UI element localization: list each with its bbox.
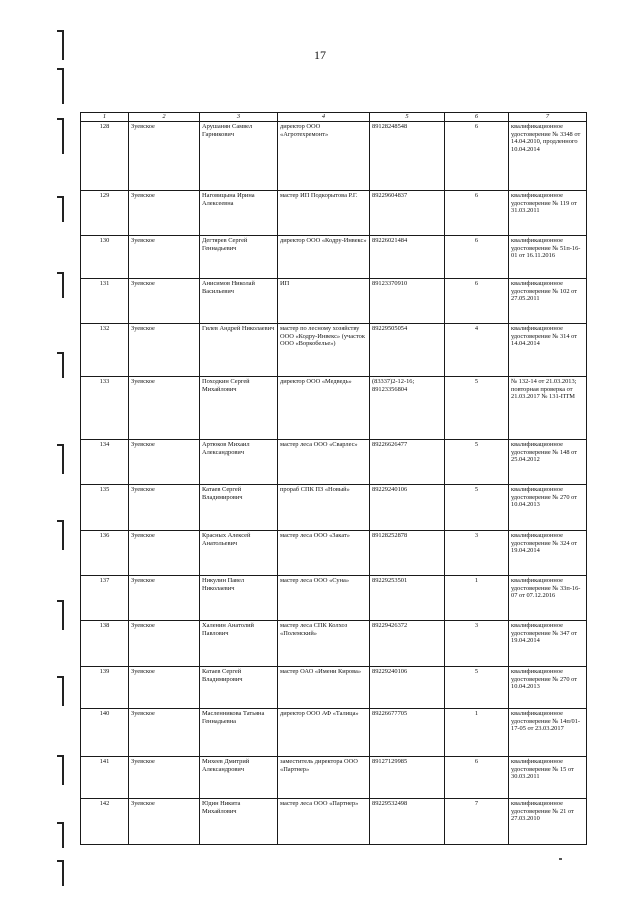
certificate-cell: квалификационное удостоверение № 14п/01-17-05 от 23.03.2017 (509, 708, 587, 756)
district-cell: Зуевское (129, 575, 200, 620)
experience-cell: 5 (445, 666, 509, 708)
page-number: 17 (314, 48, 326, 62)
phone-cell: 89128248548 (370, 121, 445, 190)
certificate-cell: квалификационное удостоверение № 3348 от 14.04.2010, продленного 10.04.2014 (509, 121, 587, 190)
person-name-cell: Походкин Сергей Михайлович (200, 376, 278, 439)
position-cell: директор ООО «Кодру-Инвекс» (278, 235, 370, 278)
person-name-cell: Артюков Михаил Александрович (200, 439, 278, 484)
district-cell: Зуевское (129, 323, 200, 376)
binding-mark (62, 520, 64, 550)
certificate-cell: квалификационное удостоверение № 148 от 25.04.2012 (509, 439, 587, 484)
experience-cell: 5 (445, 484, 509, 530)
experience-cell: 7 (445, 798, 509, 844)
binding-mark (62, 860, 64, 886)
person-name-cell: Гилев Андрей Николаевич (200, 323, 278, 376)
person-name-cell: Никулин Павел Николаевич (200, 575, 278, 620)
position-cell: мастер ИП Подкорытова Р.Г. (278, 190, 370, 235)
phone-cell: 89229532498 (370, 798, 445, 844)
certificate-cell: квалификационное удостоверение № 270 от 10.04.2013 (509, 666, 587, 708)
certificate-cell: № 132-14 от 21.03.2013; повторная проверка от 21.03.2017 № 131-ПТМ (509, 376, 587, 439)
person-name-cell: Наговицына Ирина Алексеевна (200, 190, 278, 235)
phone-cell: 89226626477 (370, 439, 445, 484)
row-number: 139 (81, 666, 129, 708)
binding-mark (62, 755, 64, 785)
position-cell: мастер леса ООО «Сварлес» (278, 439, 370, 484)
person-name-cell: Арушанян Самвел Гарникович (200, 121, 278, 190)
column-header: 2 (129, 113, 200, 122)
binding-mark (62, 444, 64, 474)
phone-cell: 89226021484 (370, 235, 445, 278)
phone-cell: 89229240106 (370, 484, 445, 530)
binding-mark (62, 196, 64, 222)
column-header: 4 (278, 113, 370, 122)
table-row (81, 235, 587, 278)
table-row (81, 708, 587, 756)
binding-mark (62, 822, 64, 848)
position-cell: мастер леса ООО «Суна» (278, 575, 370, 620)
table-row (81, 190, 587, 235)
experience-cell: 3 (445, 620, 509, 666)
experience-cell: 6 (445, 278, 509, 323)
row-number: 131 (81, 278, 129, 323)
person-name-cell: Михеев Дмитрий Александрович (200, 756, 278, 798)
district-cell: Зуевское (129, 235, 200, 278)
district-cell: Зуевское (129, 484, 200, 530)
binding-mark (62, 600, 64, 630)
phone-cell: 89123370910 (370, 278, 445, 323)
column-header: 5 (370, 113, 445, 122)
binding-mark (62, 352, 64, 378)
column-header-row (81, 113, 587, 122)
certificate-cell: квалификационное удостоверение № 270 от 10.04.2013 (509, 484, 587, 530)
certificate-cell: квалификационное удостоверение № 102 от 27.05.2011 (509, 278, 587, 323)
phone-cell: 89229604837 (370, 190, 445, 235)
phone-cell: 89128252878 (370, 530, 445, 575)
column-header: 3 (200, 113, 278, 122)
table-row (81, 575, 587, 620)
district-cell: Зуевское (129, 756, 200, 798)
certificate-cell: квалификационное удостоверение № 21 от 27.03.2010 (509, 798, 587, 844)
row-number: 137 (81, 575, 129, 620)
experience-cell: 6 (445, 756, 509, 798)
district-cell: Зуевское (129, 708, 200, 756)
experience-cell: 5 (445, 439, 509, 484)
district-cell: Зуевское (129, 278, 200, 323)
scan-smudge (559, 858, 562, 860)
position-cell: ИП (278, 278, 370, 323)
row-number: 141 (81, 756, 129, 798)
row-number: 132 (81, 323, 129, 376)
certificate-cell: квалификационное удостоверение № 314 от 14.04.2014 (509, 323, 587, 376)
certificate-cell: квалификационное удостоверение № 51п-16-01 от 16.11.2016 (509, 235, 587, 278)
table-row (81, 376, 587, 439)
person-name-cell: Масленникова Татьяна Геннадьевна (200, 708, 278, 756)
experience-cell: 6 (445, 235, 509, 278)
row-number: 136 (81, 530, 129, 575)
table-row (81, 530, 587, 575)
table-row (81, 484, 587, 530)
district-cell: Зуевское (129, 530, 200, 575)
column-header: 6 (445, 113, 509, 122)
district-cell: Зуевское (129, 190, 200, 235)
row-number: 129 (81, 190, 129, 235)
person-name-cell: Юдин Никита Михайлович (200, 798, 278, 844)
column-header: 7 (509, 113, 587, 122)
row-number: 128 (81, 121, 129, 190)
phone-cell: 89127129985 (370, 756, 445, 798)
experience-cell: 1 (445, 708, 509, 756)
row-number: 130 (81, 235, 129, 278)
position-cell: директор ООО АФ «Талица» (278, 708, 370, 756)
certificate-cell: квалификационное удостоверение № 33п-16-07 от 07.12.2016 (509, 575, 587, 620)
person-name-cell: Катаев Сергей Владимирович (200, 666, 278, 708)
district-cell: Зуевское (129, 798, 200, 844)
district-cell: Зуевское (129, 620, 200, 666)
phone-cell: 89229240106 (370, 666, 445, 708)
table-row (81, 798, 587, 844)
position-cell: директор ООО «Агротехремонт» (278, 121, 370, 190)
table-row (81, 439, 587, 484)
row-number: 142 (81, 798, 129, 844)
row-number: 133 (81, 376, 129, 439)
experience-cell: 5 (445, 376, 509, 439)
row-number: 140 (81, 708, 129, 756)
table-row (81, 756, 587, 798)
experience-cell: 6 (445, 121, 509, 190)
row-number: 135 (81, 484, 129, 530)
table-row (81, 620, 587, 666)
row-number: 134 (81, 439, 129, 484)
table-row (81, 121, 587, 190)
person-name-cell: Катаев Сергей Владимирович (200, 484, 278, 530)
district-cell: Зуевское (129, 666, 200, 708)
table-row (81, 666, 587, 708)
position-cell: прораб СПК ПЗ «Новый» (278, 484, 370, 530)
position-cell: мастер ОАО «Имени Кирова» (278, 666, 370, 708)
experience-cell: 3 (445, 530, 509, 575)
district-cell: Зуевское (129, 121, 200, 190)
position-cell: мастер леса ООО «Закат» (278, 530, 370, 575)
experience-cell: 6 (445, 190, 509, 235)
table-row (81, 278, 587, 323)
certificate-cell: квалификационное удостоверение № 15 от 30.03.2011 (509, 756, 587, 798)
binding-mark (62, 68, 64, 104)
table-row (81, 323, 587, 376)
experience-cell: 4 (445, 323, 509, 376)
experience-cell: 1 (445, 575, 509, 620)
district-cell: Зуевское (129, 376, 200, 439)
certificate-cell: квалификационное удостоверение № 347 от 19.04.2014 (509, 620, 587, 666)
position-cell: мастер леса ООО «Партнер» (278, 798, 370, 844)
certificate-cell: квалификационное удостоверение № 119 от 31.03.2011 (509, 190, 587, 235)
position-cell: мастер леса СПК Колхоз «Полемский» (278, 620, 370, 666)
position-cell: заместитель директора ООО «Партнер» (278, 756, 370, 798)
certificate-cell: квалификационное удостоверение № 324 от 19.04.2014 (509, 530, 587, 575)
person-name-cell: Дегтярев Сергей Геннадьевич (200, 235, 278, 278)
phone-cell: 89229426372 (370, 620, 445, 666)
registry-table (80, 112, 587, 845)
phone-cell: 89229505054 (370, 323, 445, 376)
row-number: 138 (81, 620, 129, 666)
phone-cell: 89229253501 (370, 575, 445, 620)
position-cell: директор ООО «Медведь» (278, 376, 370, 439)
phone-cell: (83337)2-12-16; 89123356804 (370, 376, 445, 439)
binding-mark (62, 118, 64, 154)
person-name-cell: Анисимов Николай Васильевич (200, 278, 278, 323)
position-cell: мастер по лесному хозяйству ООО «Кодру-Инвекс» (участок ООО «Воркобелье») (278, 323, 370, 376)
binding-mark (62, 676, 64, 706)
person-name-cell: Красных Алексей Анатольевич (200, 530, 278, 575)
column-header: 1 (81, 113, 129, 122)
phone-cell: 89226677705 (370, 708, 445, 756)
person-name-cell: Халенин Анатолий Павлович (200, 620, 278, 666)
binding-mark (62, 30, 64, 60)
district-cell: Зуевское (129, 439, 200, 484)
binding-mark (62, 272, 64, 298)
